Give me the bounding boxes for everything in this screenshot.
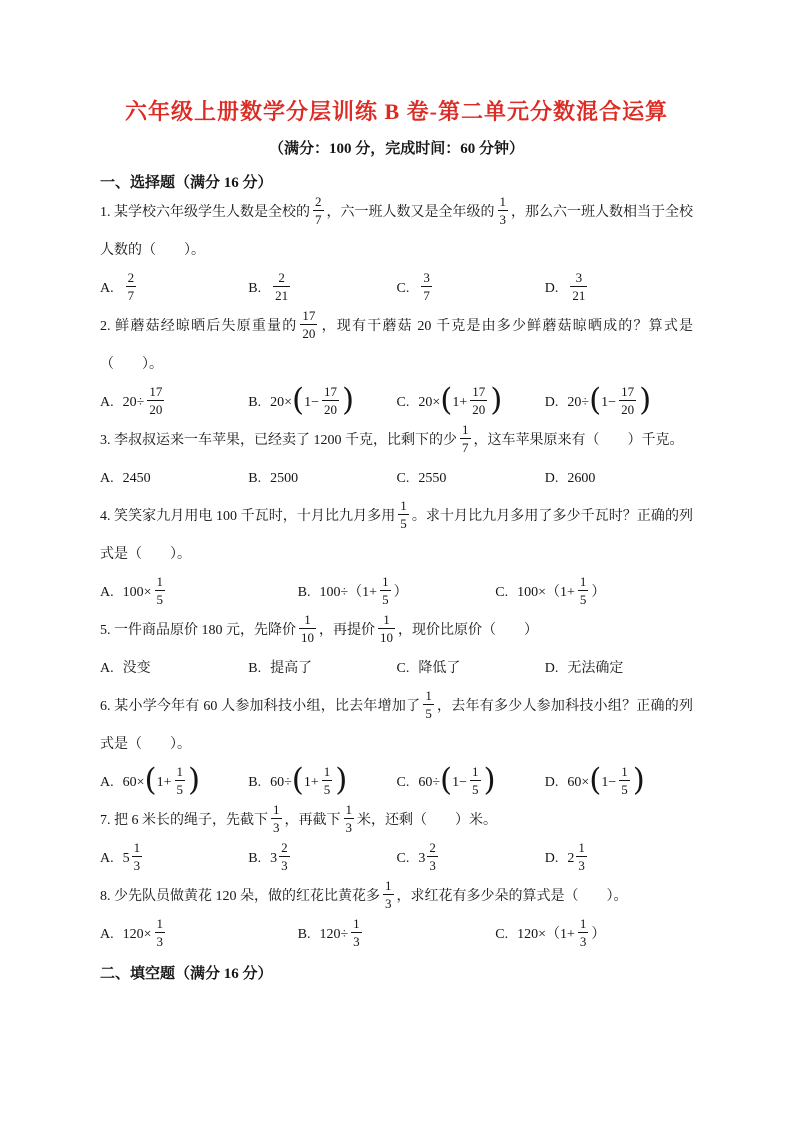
option-label: B. <box>297 585 311 600</box>
fraction: $\frac{2}{21}$ <box>275 270 289 304</box>
option-label: A. <box>100 927 114 942</box>
fraction: $\frac{1}{5}$ <box>382 574 389 608</box>
exam-info: （满分：100 分，完成时间：60 分钟） <box>268 141 524 157</box>
question-1 <box>100 194 693 308</box>
option-d: D. 20÷(1− $\frac{17}{20}$ ) <box>544 382 652 419</box>
option-label: B. <box>248 851 262 866</box>
tall-paren: ) <box>342 382 355 419</box>
question-stem: 2. 鲜蘑菇经晾晒后失原重量的 $\frac{17}{20}$ ，现有干蘑菇 20 千克是由多少鲜蘑菇晾晒成的？算式是（ ）。 <box>100 308 694 372</box>
tall-paren: ) <box>335 762 348 799</box>
option-label: A. <box>100 471 114 486</box>
question-stem: 4. 笑笑家九月用电 100 千瓦时，十月比九月多用 $\frac{1}{5}$ 。求十月比九月多用了多少千瓦时？正确的列式是（ ）。 <box>100 498 693 562</box>
option-c: C. 降低了 <box>396 661 461 676</box>
fraction: $\frac{1}{3}$ <box>273 802 280 836</box>
option-a <box>100 840 248 878</box>
tall-paren: ( <box>292 382 305 419</box>
fraction: $\frac{1}{5}$ <box>472 764 479 798</box>
question-3 <box>100 422 693 498</box>
option-label: A. <box>100 281 114 296</box>
question-8 <box>100 878 693 954</box>
tall-paren: ( <box>291 762 304 799</box>
option-label: B. <box>248 661 262 676</box>
tall-paren: ( <box>589 762 602 799</box>
option-a <box>100 270 248 308</box>
fraction: $\frac{1}{5}$ <box>579 574 587 608</box>
option-b <box>248 840 396 878</box>
option-d <box>545 270 693 308</box>
section-heading-fill: 二、填空题（满分 16 分） <box>100 966 273 982</box>
option-label: D. <box>544 851 559 866</box>
option-d <box>545 840 693 878</box>
fraction: $\frac{2}{7}$ <box>127 270 135 304</box>
tall-paren: ( <box>589 382 602 419</box>
question-options <box>100 460 693 498</box>
tall-paren: ) <box>483 762 496 799</box>
fraction: $\frac{1}{3}$ <box>578 840 585 874</box>
question-stem: 3. 李叔叔运来一车苹果，已经卖了 1200 千克，比剩下的少 $\frac{1}{7}$ ，这车苹果原来有（ ）千克。 <box>100 422 684 456</box>
option-label: A. <box>100 585 114 600</box>
option-label: C. <box>396 661 410 676</box>
option-b: B. 提高了 <box>248 661 313 676</box>
option-c <box>397 270 545 308</box>
fraction: $\frac{17}{20}$ <box>621 384 635 418</box>
option-label: A. <box>100 395 114 410</box>
option-label: C. <box>396 471 410 486</box>
fraction: $\frac{1}{5}$ <box>176 764 184 798</box>
fraction: $\frac{1}{3}$ <box>579 916 587 950</box>
mixed-number: 3 $\frac{2}{3}$ <box>418 840 436 874</box>
question-2 <box>100 308 693 422</box>
question-stem: 8. 少先队员做黄花 120 朵，做的红花比黄花多 $\frac{1}{3}$ ，求红花有多少朵的算式是（ ）。 <box>100 878 628 912</box>
fraction: $\frac{1}{3}$ <box>156 916 164 950</box>
option-label: C. <box>396 775 410 790</box>
fraction: $\frac{1}{10}$ <box>380 612 393 646</box>
option-c <box>397 840 545 878</box>
question-stem: 5. 一件商品原价 180 元，先降价 $\frac{1}{10}$ ，再提价 $\frac{1}{10}$ ，现价比原价（ ） <box>100 612 538 646</box>
option-label: A. <box>100 661 114 676</box>
question-5 <box>100 612 693 688</box>
question-6 <box>100 688 693 802</box>
fraction: $\frac{2}{3}$ <box>281 840 288 874</box>
mixed-number: 2 $\frac{1}{3}$ <box>567 840 585 874</box>
fraction: $\frac{1}{10}$ <box>301 612 314 646</box>
question-7 <box>100 802 693 878</box>
question-4 <box>100 498 693 612</box>
option-d: D. 无法确定 <box>544 661 624 676</box>
option-c: C. 60÷(1− $\frac{1}{5}$ ) <box>396 762 496 799</box>
question-options <box>100 270 693 308</box>
page-title: 六年级上册数学分层训练 B 卷-第二单元分数混合运算 <box>124 99 668 124</box>
option-label: D. <box>544 775 559 790</box>
option-c: C. 120×（1+ $\frac{1}{3}$ ） <box>495 916 606 950</box>
option-label: D. <box>544 281 559 296</box>
question-options <box>100 384 693 422</box>
question-options <box>100 650 693 688</box>
fraction: $\frac{1}{5}$ <box>156 574 164 608</box>
tall-paren: ) <box>639 382 652 419</box>
fraction: $\frac{3}{7}$ <box>423 270 430 304</box>
fraction: $\frac{17}{20}$ <box>149 384 163 418</box>
option-b: B. 2500 <box>248 471 299 486</box>
fraction: $\frac{1}{5}$ <box>621 764 628 798</box>
option-c: C. 100×（1+ $\frac{1}{5}$ ） <box>495 574 606 608</box>
fraction: $\frac{2}{3}$ <box>429 840 436 874</box>
tall-paren: ) <box>490 382 503 419</box>
fraction: $\frac{17}{20}$ <box>302 308 316 342</box>
section-heading-choice: 一、选择题（满分 16 分） <box>100 175 273 191</box>
question-stem: 7. 把 6 米长的绳子，先截下 $\frac{1}{3}$ ，再截下 $\frac{1}{3}$ 米，还剩（ ）米。 <box>100 802 497 836</box>
option-d: D. 60×(1− $\frac{1}{5}$ ) <box>544 762 645 799</box>
fraction: $\frac{1}{3}$ <box>385 878 392 912</box>
fraction: $\frac{17}{20}$ <box>472 384 486 418</box>
option-label: A. <box>100 775 114 790</box>
fraction: $\frac{3}{21}$ <box>572 270 586 304</box>
fraction: $\frac{1}{3}$ <box>499 194 506 228</box>
option-label: B. <box>248 395 262 410</box>
fraction: $\frac{1}{5}$ <box>400 498 407 532</box>
option-label: D. <box>544 661 559 676</box>
option-label: B. <box>297 927 311 942</box>
option-label: D. <box>544 471 559 486</box>
fraction: $\frac{17}{20}$ <box>324 384 338 418</box>
option-b: B. 120÷ $\frac{1}{3}$ <box>297 916 360 950</box>
option-a: A. 120× $\frac{1}{3}$ <box>100 916 164 950</box>
option-c: C. 20×(1+ $\frac{17}{20}$ ) <box>396 382 503 419</box>
option-a: A. 100× $\frac{1}{5}$ <box>100 574 164 608</box>
question-stem: 1. 某学校六年级学生人数是全校的 $\frac{2}{7}$ ，六一班人数又是全年级的 $\frac{1}{3}$ ，那么六一班人数相当于全校人数的（ ）。 <box>100 194 693 258</box>
option-label: C. <box>396 851 410 866</box>
option-label: D. <box>544 395 559 410</box>
tall-paren: ( <box>440 762 453 799</box>
question-options <box>100 574 693 612</box>
option-b: B. 100÷（1+ $\frac{1}{5}$ ） <box>297 574 408 608</box>
option-b: B. 20×(1− $\frac{17}{20}$ ) <box>248 382 355 419</box>
option-d: D. 2600 <box>544 471 596 486</box>
fraction: $\frac{1}{3}$ <box>133 840 141 874</box>
option-label: A. <box>100 851 114 866</box>
question-stem: 6. 某小学今年有 60 人参加科技小组，比去年增加了 $\frac{1}{5}$ ，去年有多少人参加科技小组？正确的列式是（ ）。 <box>100 688 693 752</box>
option-a: A. 20÷ $\frac{17}{20}$ <box>100 384 163 418</box>
fraction: $\frac{2}{7}$ <box>315 194 322 228</box>
option-label: C. <box>396 395 410 410</box>
option-label: C. <box>396 281 410 296</box>
fraction: $\frac{1}{7}$ <box>462 422 469 456</box>
fraction: $\frac{1}{5}$ <box>323 764 331 798</box>
option-a: A. 2450 <box>100 471 151 486</box>
option-c: C. 2550 <box>396 471 447 486</box>
mixed-number: 5 $\frac{1}{3}$ <box>122 840 141 874</box>
tall-paren: ) <box>188 762 201 799</box>
fraction: $\frac{1}{3}$ <box>345 802 352 836</box>
option-label: B. <box>248 471 262 486</box>
option-label: B. <box>248 281 262 296</box>
tall-paren: ( <box>144 762 157 799</box>
tall-paren: ) <box>632 762 645 799</box>
question-options <box>100 840 693 878</box>
tall-paren: ( <box>440 382 453 419</box>
option-label: C. <box>495 585 509 600</box>
option-label: C. <box>495 927 509 942</box>
option-b: B. 60÷(1+ $\frac{1}{5}$ ) <box>248 762 348 799</box>
fraction: $\frac{1}{5}$ <box>425 688 432 722</box>
question-options <box>100 916 693 954</box>
option-b <box>248 270 396 308</box>
mixed-number: 3 $\frac{2}{3}$ <box>270 840 288 874</box>
option-label: B. <box>248 775 262 790</box>
question-options <box>100 764 693 802</box>
fraction: $\frac{1}{3}$ <box>353 916 360 950</box>
option-a: A. 没变 <box>100 661 151 676</box>
option-a: A. 60×(1+ $\frac{1}{5}$ ) <box>100 762 201 799</box>
